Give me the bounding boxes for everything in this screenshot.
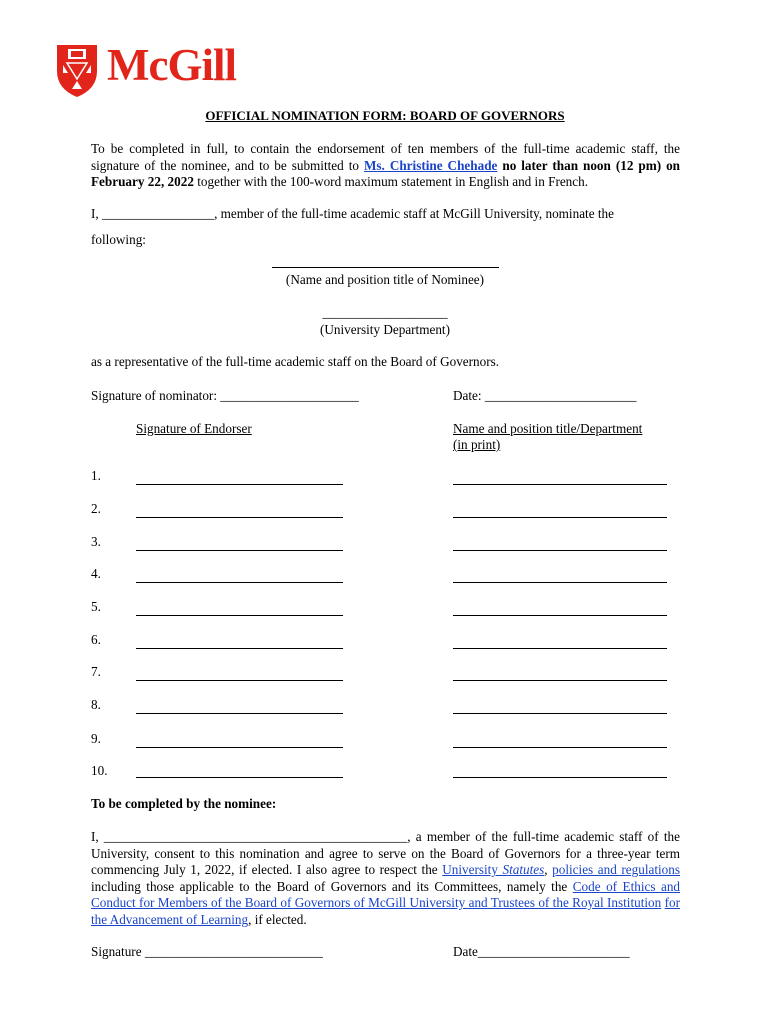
deadline-date: February 22, 2022 (91, 174, 194, 189)
conduct-link[interactable]: Conduct for Members of the Board of Governors of McGill University and Trustees of the Royal Institution (91, 895, 662, 910)
department-line[interactable]: ___________________ (322, 305, 448, 320)
nominee-consent-paragraph (91, 829, 680, 928)
row-number: 9. (91, 731, 101, 746)
statutes-link-italic: Statutes (502, 862, 545, 877)
row-number: 5. (91, 599, 101, 614)
representative-text: as a representative of the full-time academic staff on the Board of Governors. (91, 354, 500, 369)
nominee-date-field[interactable]: Date_______________________ (453, 944, 630, 959)
endorser-signature-line[interactable] (136, 582, 343, 583)
intro-text-end: together with the 100-word maximum statement in English and in French. (193, 174, 589, 189)
endorser-signature-line[interactable] (136, 777, 343, 778)
endorser-row (0, 731, 770, 751)
endorser-name-line[interactable] (453, 777, 667, 778)
endorser-name-line[interactable] (453, 517, 667, 518)
nominator-date-field[interactable]: Date: _______________________ (453, 388, 637, 403)
row-number: 10. (91, 763, 108, 778)
endorser-name-line[interactable] (453, 550, 667, 551)
row-number: 1. (91, 468, 101, 483)
form-title: OFFICIAL NOMINATION FORM: BOARD OF GOVERNORS (205, 108, 565, 123)
name-column-header: Name and position title/Department (453, 421, 643, 436)
endorser-signature-line[interactable] (136, 550, 343, 551)
endorser-column-header: Signature of Endorser (136, 421, 252, 436)
code-of-ethics-link[interactable]: Code of Ethics and (572, 878, 681, 894)
endorser-row (0, 534, 770, 554)
endorser-row (0, 763, 770, 783)
comma: , (544, 862, 553, 877)
row-number: 3. (91, 534, 101, 549)
mcgill-logo (55, 41, 275, 99)
endorser-row (0, 664, 770, 684)
row-number: 8. (91, 697, 101, 712)
endorser-name-line[interactable] (453, 648, 667, 649)
endorser-signature-line[interactable] (136, 713, 343, 714)
consent-text: I, ______________________________________________, a member of the full-time academic staff of the University, consent to this nomination and agree to serve on the Board of Governors for a three-year term commencing July 1, 2022, if elected. I also agree to respect the (91, 829, 680, 877)
row-number: 7. (91, 664, 101, 679)
endorser-name-line[interactable] (453, 582, 667, 583)
endorser-signature-line[interactable] (136, 648, 343, 649)
endorser-row (0, 566, 770, 586)
nominator-signature-field[interactable]: Signature of nominator: _____________________ (91, 388, 359, 403)
nominate-line: I, _________________, member of the full-time academic staff at McGill University, nominate the (91, 206, 614, 221)
statutes-link-text: University (442, 862, 503, 877)
intro-text: To be completed in full, to contain the endorsement of ten members of the full-time academic staff, the signature of the nominee, and to be submitted to (91, 141, 680, 173)
endorser-row (0, 501, 770, 521)
endorser-name-line[interactable] (453, 747, 667, 748)
row-number: 4. (91, 566, 101, 581)
mcgill-wordmark: McGill (107, 40, 236, 90)
policies-link[interactable]: policies and regulations (552, 862, 680, 877)
intro-paragraph (91, 141, 680, 191)
endorser-row (0, 599, 770, 619)
nominee-name-line[interactable] (272, 267, 499, 268)
consent-text-mid: including those applicable to the Board of Governors and its Committees, namely the (91, 878, 573, 894)
nominee-label: (Name and position title of Nominee) (285, 272, 485, 287)
department-label: (University Department) (319, 322, 450, 337)
endorser-name-line[interactable] (453, 615, 667, 616)
consent-text-end: , if elected. (248, 911, 307, 927)
endorser-row (0, 632, 770, 652)
endorser-signature-line[interactable] (136, 747, 343, 748)
endorser-row (0, 468, 770, 488)
row-number: 2. (91, 501, 101, 516)
contact-link[interactable]: Ms. Christine Chehade (363, 157, 498, 173)
endorser-name-line[interactable] (453, 484, 667, 485)
endorser-row (0, 697, 770, 717)
endorser-name-line[interactable] (453, 680, 667, 681)
deadline-text: no later than noon (12 pm) on (497, 157, 681, 173)
endorser-signature-line[interactable] (136, 680, 343, 681)
nominee-section-heading: To be completed by the nominee: (91, 796, 277, 811)
nominee-signature-field[interactable]: Signature ___________________________ (91, 944, 323, 959)
statutes-link[interactable] (442, 862, 544, 877)
endorser-name-line[interactable] (453, 713, 667, 714)
endorser-signature-line[interactable] (136, 615, 343, 616)
row-number: 6. (91, 632, 101, 647)
nominate-following: following: (91, 232, 146, 247)
endorser-signature-line[interactable] (136, 484, 343, 485)
endorser-signature-line[interactable] (136, 517, 343, 518)
name-column-subheader: (in print) (453, 437, 501, 452)
advancement-link[interactable]: for the Advancement of Learning (91, 895, 681, 927)
mcgill-crest-icon (55, 41, 99, 99)
